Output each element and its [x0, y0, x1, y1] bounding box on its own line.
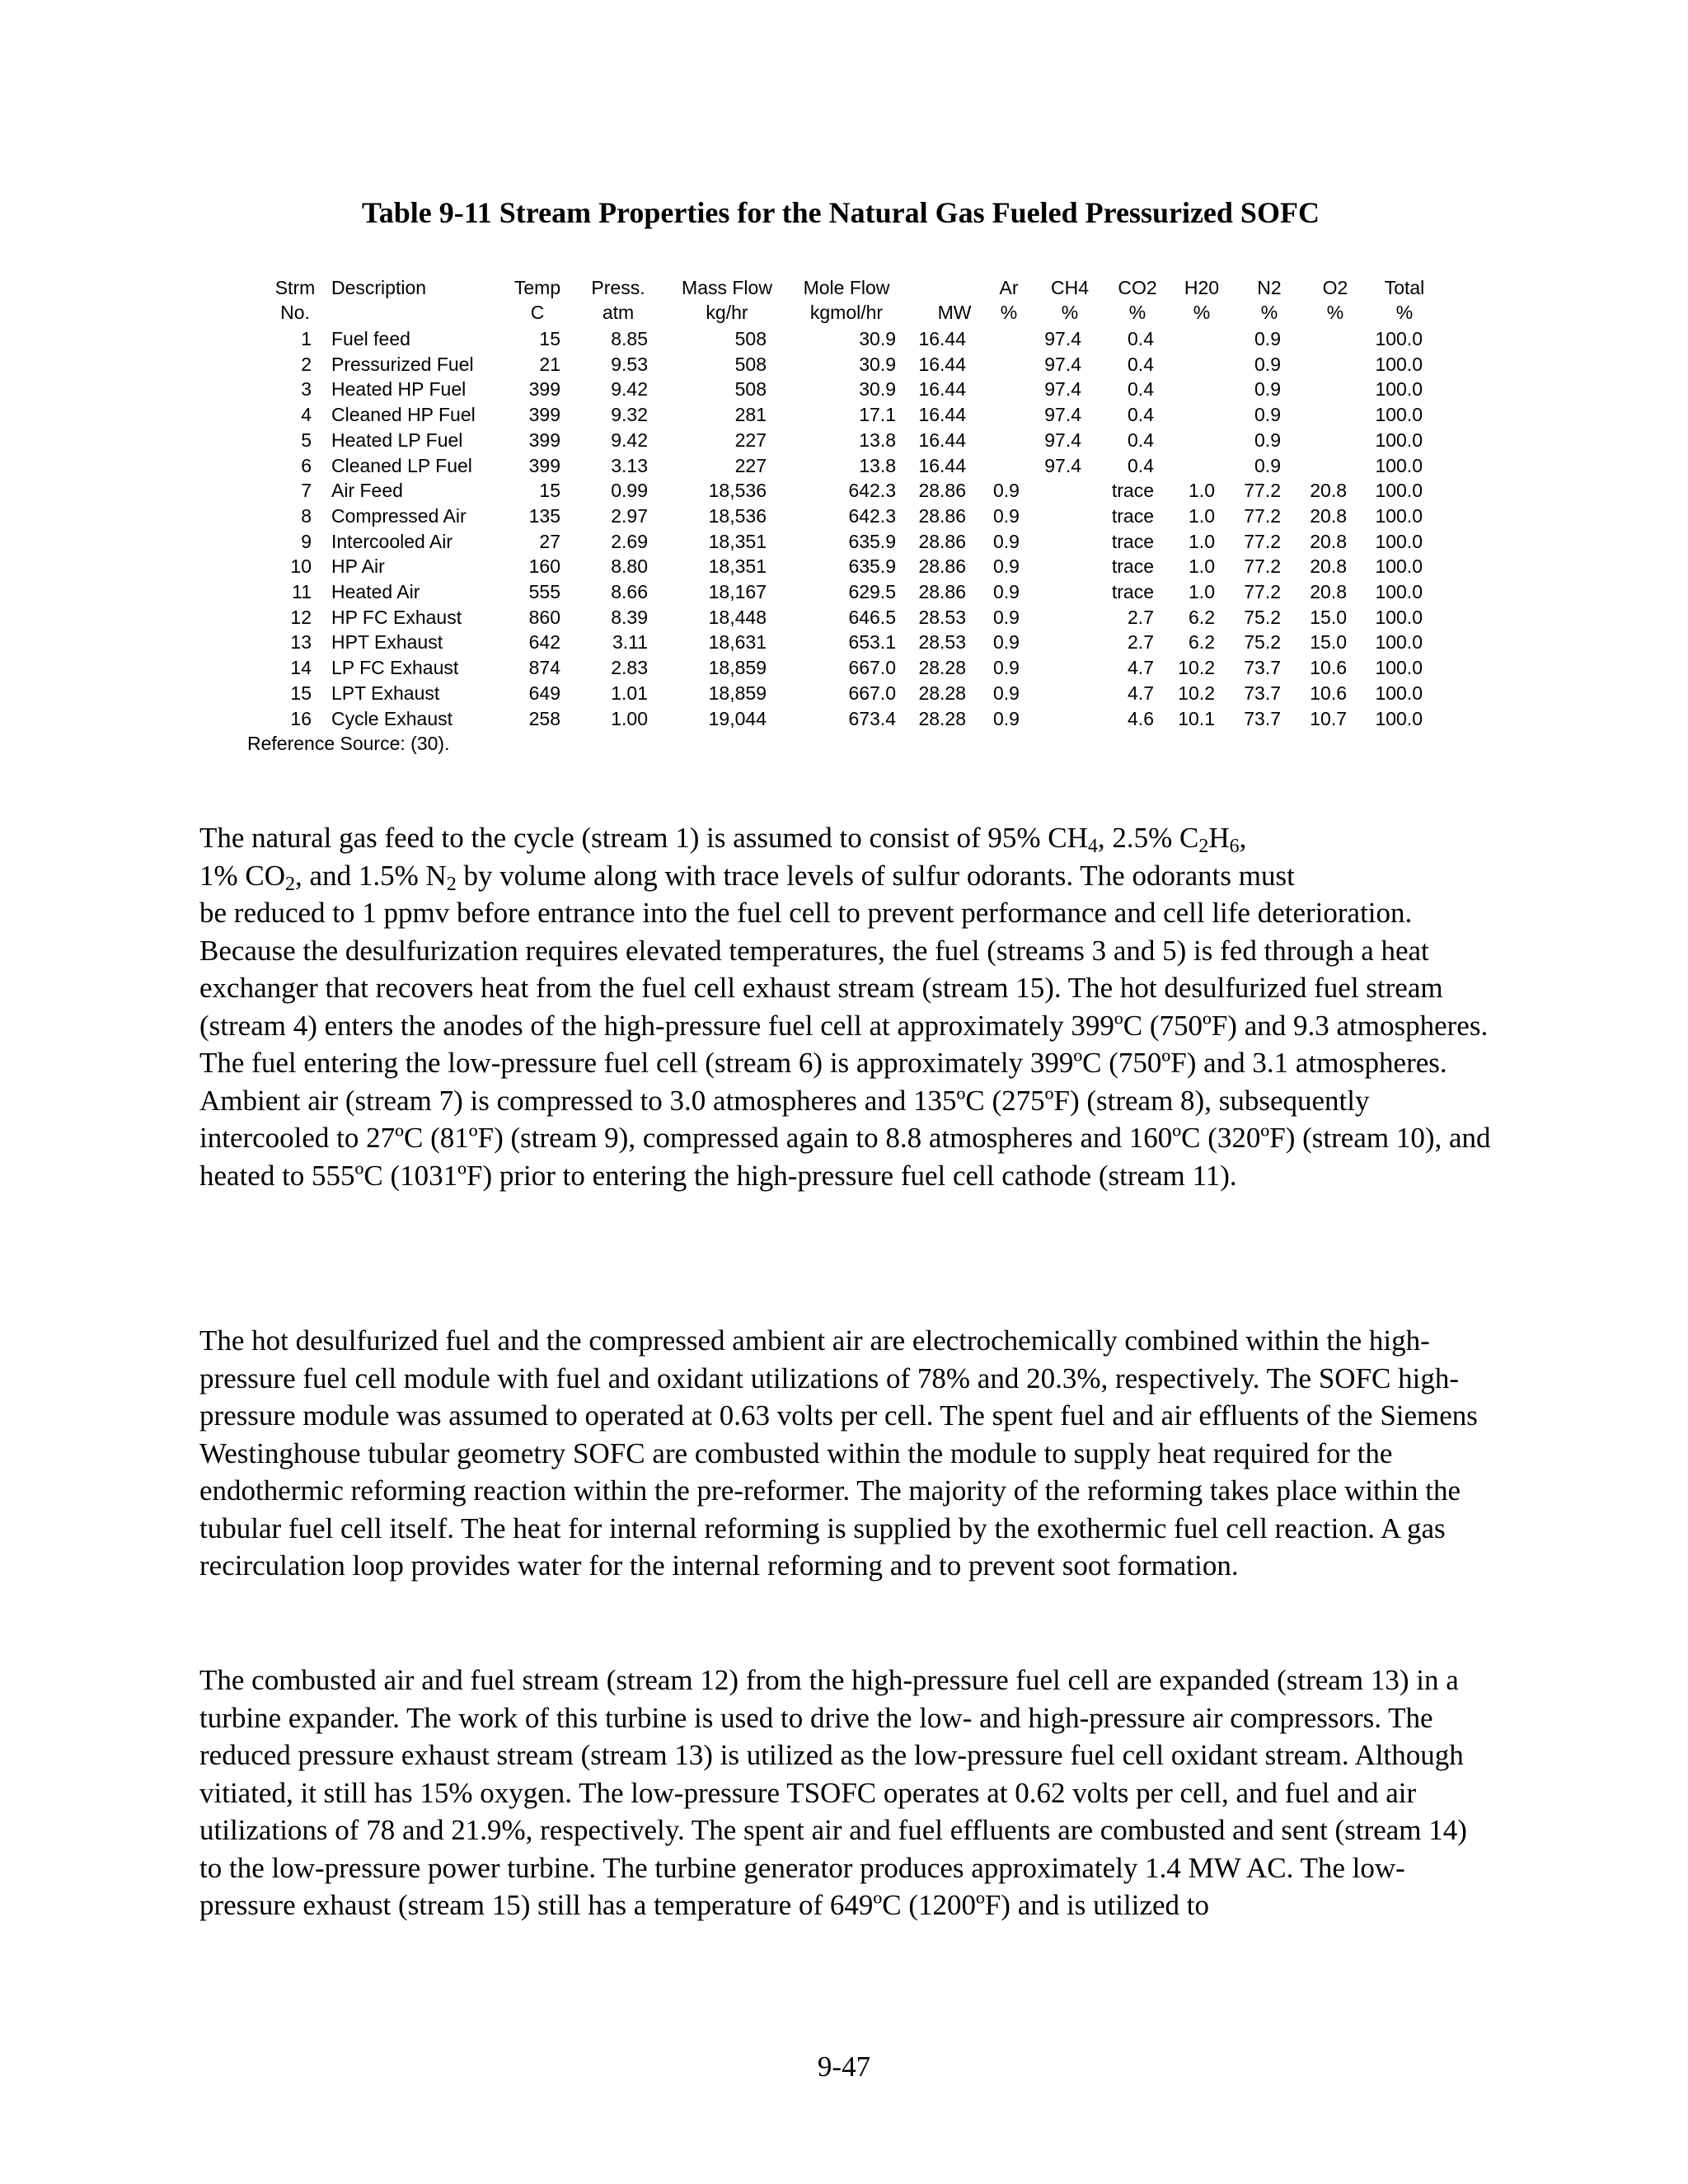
table-cell-temp: 399 [528, 404, 560, 426]
table-cell-o2: 10.6 [1310, 682, 1347, 704]
table-cell-description: HP FC Exhaust [331, 606, 462, 628]
table-cell-strm: 15 [290, 682, 312, 704]
table-cell-description: Cleaned HP Fuel [331, 404, 476, 426]
table-cell-press: 9.42 [611, 429, 648, 451]
table-cell-h2o: 10.2 [1178, 657, 1215, 679]
table-cell-n2: 77.2 [1244, 480, 1281, 502]
table-cell-mass-flow: 227 [734, 429, 767, 451]
table-cell-description: Heated Air [331, 581, 420, 602]
table-cell-press: 8.80 [611, 555, 648, 578]
table-cell-o2: 15.0 [1310, 631, 1347, 654]
table-cell-mass-flow: 19,044 [708, 707, 767, 729]
table-cell-description: Fuel feed [331, 328, 410, 349]
table-cell-h2o: 10.2 [1178, 682, 1215, 704]
table-cell-temp: 399 [528, 454, 560, 476]
table-cell-n2: 73.7 [1244, 682, 1281, 704]
table-cell-description: Heated HP Fuel [331, 378, 467, 401]
table-cell-mass-flow: 227 [734, 454, 767, 476]
table-cell-mass-flow: 18,859 [708, 657, 767, 679]
table-cell-strm: 12 [290, 606, 312, 628]
table-cell-mw: 28.86 [918, 480, 966, 502]
header-unit-mole-flow: kgmol/hr [809, 302, 884, 323]
table-cell-n2: 73.7 [1244, 707, 1281, 729]
table-cell-temp: 160 [528, 555, 560, 578]
table-cell-mw: 28.53 [918, 606, 966, 628]
table-title: Table 9-11 Stream Properties for the Natural Gas Fueled Pressurized SOFC [362, 196, 1320, 229]
table-cell-mass-flow: 18,448 [708, 606, 767, 628]
table-cell-mass-flow: 508 [734, 353, 767, 375]
table-cell-total: 100.0 [1375, 530, 1423, 552]
paragraph-2: The hot desulfurized fuel and the compressed ambient air are electrochemically combined within the high-pressure fuel cell module with fuel and oxidant utilizations of 78% and 20.3%, respectively. The SOFC high-pressure module was assumed to operated at 0.63 volts per cell. The spent fuel and air effluents of the Siemens Westinghouse tubular geometry SOFC are combusted within the module to supply heat required for the endothermic reforming reaction within the pre-reformer. The majority of the reforming takes place within the tubular fuel cell itself. The heat for internal reforming is supplied by the exothermic fuel cell reaction. A gas recirculation loop provides water for the internal reforming and to prevent soot formation. [199, 1324, 1478, 1582]
table-cell-o2: 20.8 [1310, 480, 1347, 502]
table-cell-mw: 16.44 [918, 328, 966, 349]
table-cell-press: 8.39 [611, 606, 648, 628]
table-cell-description: Pressurized Fuel [331, 353, 474, 375]
header-description: Description [331, 277, 427, 298]
table-cell-ar: 0.9 [993, 530, 1020, 552]
table-cell-mw: 16.44 [918, 454, 966, 476]
table-cell-co2: 0.4 [1128, 454, 1154, 476]
paragraph-1 [199, 819, 1493, 1194]
table-cell-mw: 28.53 [918, 631, 966, 654]
table-cell-temp: 258 [528, 707, 560, 729]
table-cell-press: 9.53 [611, 353, 648, 375]
table-cell-ch4: 97.4 [1044, 378, 1081, 401]
table-cell-mole-flow: 646.5 [848, 606, 896, 628]
table-cell-h2o: 10.1 [1178, 707, 1215, 729]
header-ch4: CH4 [1050, 277, 1089, 298]
header-h2o: H20 [1184, 277, 1220, 298]
table-cell-mole-flow: 642.3 [848, 480, 896, 502]
header-unit-ar: % [1000, 302, 1018, 323]
header-press: Press. [591, 277, 645, 298]
header-unit-ch4: % [1061, 302, 1079, 323]
table-cell-press: 0.99 [611, 480, 648, 502]
table-cell-mole-flow: 667.0 [848, 682, 896, 704]
header-o2: O2 [1322, 277, 1348, 298]
table-cell-ar: 0.9 [993, 504, 1020, 527]
table-cell-co2: trace [1111, 581, 1154, 602]
table-cell-temp: 15 [539, 480, 560, 502]
table-cell-total: 100.0 [1375, 606, 1423, 628]
table-cell-mole-flow: 635.9 [848, 555, 896, 578]
table-cell-description: Cycle Exhaust [331, 707, 453, 729]
table-cell-h2o: 6.2 [1189, 606, 1215, 628]
table-cell-mole-flow: 30.9 [859, 353, 896, 375]
table-cell-total: 100.0 [1375, 657, 1423, 679]
table-cell-strm: 5 [301, 429, 312, 451]
table-cell-co2: trace [1111, 555, 1154, 578]
paragraph-1-line-2: 1% $CO_2$, and 1.5% $N_2$ by volume along with trace levels of sulfur odorants. The odorants must [199, 859, 1295, 895]
table-cell-strm: 13 [290, 631, 312, 654]
table-cell-temp: 399 [528, 429, 560, 451]
table-cell-mass-flow: 508 [734, 328, 767, 349]
table-cell-temp: 21 [539, 353, 560, 375]
table-cell-strm: 10 [290, 555, 312, 578]
table-cell-total: 100.0 [1375, 353, 1423, 375]
page-number: 9-47 [817, 2050, 871, 2083]
table-cell-o2: 20.8 [1310, 530, 1347, 552]
stream-properties-table [0, 0, 1688, 758]
table-cell-co2: 0.4 [1128, 378, 1154, 401]
table-cell-mw: 16.44 [918, 353, 966, 375]
header-unit-mw: MW [937, 302, 972, 323]
table-cell-co2: 4.6 [1128, 707, 1154, 729]
table-cell-strm: 3 [301, 378, 312, 401]
table-cell-total: 100.0 [1375, 707, 1423, 729]
table-cell-total: 100.0 [1375, 404, 1423, 426]
table-cell-temp: 15 [539, 328, 560, 349]
table-cell-press: 3.11 [612, 631, 648, 654]
table-cell-mass-flow: 18,536 [708, 504, 767, 527]
table-cell-ar: 0.9 [993, 631, 1020, 654]
table-cell-co2: 2.7 [1128, 631, 1154, 654]
table-cell-ch4: 97.4 [1044, 404, 1081, 426]
table-cell-strm: 9 [301, 530, 312, 552]
header-unit-total: % [1395, 302, 1414, 323]
table-cell-h2o: 1.0 [1189, 530, 1215, 552]
table-cell-mw: 28.86 [918, 504, 966, 527]
table-cell-h2o: 1.0 [1189, 555, 1215, 578]
table-cell-temp: 642 [528, 631, 560, 654]
table-cell-strm: 11 [292, 581, 312, 602]
table-cell-ch4: 97.4 [1044, 429, 1081, 451]
table-cell-mass-flow: 18,859 [708, 682, 767, 704]
table-cell-strm: 14 [290, 657, 312, 679]
table-cell-temp: 649 [528, 682, 560, 704]
table-cell-press: 2.69 [611, 530, 648, 552]
table-cell-temp: 860 [528, 606, 560, 628]
table-cell-mw: 28.86 [918, 555, 966, 578]
table-cell-mole-flow: 13.8 [859, 454, 896, 476]
table-cell-mass-flow: 18,631 [708, 631, 767, 654]
table-cell-strm: 4 [301, 404, 312, 426]
table-cell-mw: 28.86 [918, 530, 966, 552]
table-cell-total: 100.0 [1375, 581, 1423, 602]
paragraph-3: The combusted air and fuel stream (stream 12) from the high-pressure fuel cell are expanded (stream 13) in a turbine expander. The work of this turbine is used to drive the low- and high-pressure air compressors. The reduced pressure exhaust stream (stream 13) is utilized as the low-pressure fuel cell oxidant stream. Although vitiated, it still has 15% oxygen. The low-pressure TSOFC operates at 0.62 volts per cell, and fuel and air utilizations of 78 and 21.9%, respectively. The spent air and fuel effluents are combusted and sent (stream 14) to the low-pressure power turbine. The turbine generator produces approximately 1.4 MW AC. The low-pressure exhaust (stream 15) still has a temperature of 649ºC (1200ºF) and is utilized to [199, 1664, 1467, 1921]
table-cell-co2: 0.4 [1128, 429, 1154, 451]
table-cell-mole-flow: 13.8 [859, 429, 896, 451]
paragraph-1-rest: be reduced to 1 ppmv before entrance into the fuel cell to prevent performance and cell life deterioration. Because the desulfurization requires elevated temperatures, the fuel (streams 3 and 5) is fed through a heat exchanger that recovers heat from the fuel cell exhaust stream (stream 15). The hot desulfurized fuel stream (stream 4) enters the anodes of the high-pressure fuel cell at approximately 399ºC (750ºF) and 9.3 atmospheres. The fuel entering the low-pressure fuel cell (stream 6) is approximately 399ºC (750ºF) and 3.1 atmospheres. Ambient air (stream 7) is compressed to 3.0 atmospheres and 135ºC (275ºF) (stream 8), subsequently intercooled to 27ºC (81ºF) (stream 9), compressed again to 8.8 atmospheres and 160ºC (320ºF) (stream 10), and heated to 555ºC (1031ºF) prior to entering the high-pressure fuel cell cathode (stream 11). [199, 897, 1491, 1192]
table-cell-o2: 15.0 [1310, 606, 1347, 628]
table-cell-press: 3.13 [611, 454, 648, 476]
table-cell-strm: 2 [301, 353, 312, 375]
table-cell-h2o: 1.0 [1189, 504, 1215, 527]
table-cell-total: 100.0 [1375, 378, 1423, 401]
table-cell-description: LP FC Exhaust [331, 657, 459, 679]
table-cell-press: 1.01 [611, 682, 648, 704]
table-cell-mass-flow: 18,167 [708, 581, 767, 602]
table-cell-mole-flow: 30.9 [859, 328, 896, 349]
table-cell-mw: 28.28 [918, 657, 966, 679]
table-cell-temp: 399 [528, 378, 560, 401]
table-cell-ar: 0.9 [993, 657, 1020, 679]
table-cell-mole-flow: 667.0 [848, 657, 896, 679]
table-cell-description: HP Air [331, 555, 385, 578]
table-cell-temp: 135 [528, 504, 560, 527]
paragraph-1-line-1: The natural gas feed to the cycle (stream 1) is assumed to consist of 95% $CH_4$, 2.5% $C_2H_6$, [199, 822, 1247, 857]
table-cell-description: Heated LP Fuel [331, 429, 463, 451]
table-cell-co2: trace [1111, 480, 1154, 502]
table-cell-description: Compressed Air [331, 504, 467, 527]
table-cell-press: 2.97 [611, 504, 648, 527]
table-cell-mw: 28.28 [918, 707, 966, 729]
table-cell-o2: 10.7 [1310, 707, 1347, 729]
table-cell-mass-flow: 18,351 [708, 555, 767, 578]
header-unit-strm: No. [280, 302, 310, 323]
table-cell-press: 2.83 [611, 657, 648, 679]
table-cell-n2: 0.9 [1254, 429, 1281, 451]
table-cell-ar: 0.9 [993, 707, 1020, 729]
table-cell-o2: 20.8 [1310, 504, 1347, 527]
table-cell-ch4: 97.4 [1044, 353, 1081, 375]
table-cell-h2o: 1.0 [1189, 581, 1215, 602]
header-mass-flow: Mass Flow [682, 277, 772, 298]
reference-source: Reference Source: (30). [247, 733, 450, 754]
table-cell-n2: 75.2 [1244, 631, 1281, 654]
table-cell-temp: 874 [528, 657, 560, 679]
table-cell-strm: 6 [301, 454, 312, 476]
table-cell-mass-flow: 281 [734, 404, 767, 426]
table-cell-mole-flow: 17.1 [859, 404, 896, 426]
table-cell-mw: 28.28 [918, 682, 966, 704]
header-co2: CO2 [1118, 277, 1157, 298]
table-cell-n2: 0.9 [1254, 328, 1281, 349]
header-unit-press: atm [602, 302, 635, 323]
table-cell-mole-flow: 653.1 [848, 631, 896, 654]
table-cell-mass-flow: 18,351 [708, 530, 767, 552]
table-cell-co2: trace [1111, 530, 1154, 552]
table-cell-description: Intercooled Air [331, 530, 453, 552]
table-cell-mole-flow: 629.5 [848, 581, 896, 602]
table-cell-co2: 4.7 [1128, 682, 1154, 704]
table-cell-ar: 0.9 [993, 480, 1020, 502]
table-cell-h2o: 6.2 [1189, 631, 1215, 654]
header-mole-flow: Mole Flow [803, 277, 890, 298]
table-cell-description: LPT Exhaust [331, 682, 440, 704]
table-cell-temp: 27 [539, 530, 560, 552]
table-cell-h2o: 1.0 [1189, 480, 1215, 502]
table-cell-press: 9.32 [611, 404, 648, 426]
table-cell-co2: 0.4 [1128, 353, 1154, 375]
table-cell-mole-flow: 642.3 [848, 504, 896, 527]
table-cell-total: 100.0 [1375, 504, 1423, 527]
header-temp: Temp [513, 277, 561, 298]
table-cell-total: 100.0 [1375, 682, 1423, 704]
header-unit-co2: % [1128, 302, 1146, 323]
header-unit-h2o: % [1193, 302, 1211, 323]
table-cell-press: 1.00 [611, 707, 648, 729]
table-cell-o2: 20.8 [1310, 581, 1347, 602]
table-cell-mass-flow: 18,536 [708, 480, 767, 502]
table-cell-description: Cleaned LP Fuel [331, 454, 472, 476]
header-unit-mass-flow: kg/hr [706, 302, 748, 323]
table-cell-ar: 0.9 [993, 555, 1020, 578]
header-n2: N2 [1257, 277, 1282, 298]
table-cell-ch4: 97.4 [1044, 328, 1081, 349]
header-unit-temp: C [530, 302, 545, 323]
table-cell-n2: 77.2 [1244, 504, 1281, 527]
table-cell-mw: 16.44 [918, 378, 966, 401]
table-cell-ar: 0.9 [993, 606, 1020, 628]
table-cell-total: 100.0 [1375, 555, 1423, 578]
table-cell-co2: 2.7 [1128, 606, 1154, 628]
table-cell-n2: 0.9 [1254, 378, 1281, 401]
header-unit-o2: % [1326, 302, 1344, 323]
table-cell-n2: 77.2 [1244, 530, 1281, 552]
table-cell-co2: trace [1111, 504, 1154, 527]
table-cell-mass-flow: 508 [734, 378, 767, 401]
table-cell-total: 100.0 [1375, 328, 1423, 349]
header-total: Total [1384, 277, 1425, 298]
table-cell-o2: 10.6 [1310, 657, 1347, 679]
table-cell-ch4: 97.4 [1044, 454, 1081, 476]
table-cell-o2: 20.8 [1310, 555, 1347, 578]
table-cell-press: 8.66 [611, 581, 648, 602]
table-cell-co2: 4.7 [1128, 657, 1154, 679]
table-cell-description: Air Feed [331, 480, 403, 502]
table-cell-mw: 28.86 [918, 581, 966, 602]
table-cell-strm: 8 [301, 504, 312, 527]
table-cell-temp: 555 [528, 581, 560, 602]
table-cell-co2: 0.4 [1128, 404, 1154, 426]
table-cell-total: 100.0 [1375, 454, 1423, 476]
header-unit-n2: % [1260, 302, 1278, 323]
table-cell-description: HPT Exhaust [331, 631, 443, 654]
table-cell-mole-flow: 30.9 [859, 378, 896, 401]
header-strm: Strm [274, 277, 316, 298]
table-cell-n2: 0.9 [1254, 353, 1281, 375]
table-cell-n2: 73.7 [1244, 657, 1281, 679]
table-cell-strm: 1 [301, 328, 312, 349]
table-cell-ar: 0.9 [993, 581, 1020, 602]
table-cell-mole-flow: 673.4 [848, 707, 896, 729]
table-cell-n2: 77.2 [1244, 581, 1281, 602]
table-cell-press: 8.85 [611, 328, 648, 349]
table-cell-n2: 0.9 [1254, 404, 1281, 426]
table-cell-n2: 77.2 [1244, 555, 1281, 578]
table-cell-total: 100.0 [1375, 631, 1423, 654]
table-cell-mole-flow: 635.9 [848, 530, 896, 552]
table-cell-strm: 7 [301, 480, 312, 502]
table-cell-total: 100.0 [1375, 429, 1423, 451]
table-cell-co2: 0.4 [1128, 328, 1154, 349]
table-cell-ar: 0.9 [993, 682, 1020, 704]
table-cell-n2: 0.9 [1254, 454, 1281, 476]
table-cell-strm: 16 [290, 707, 312, 729]
table-cell-mw: 16.44 [918, 404, 966, 426]
table-cell-mw: 16.44 [918, 429, 966, 451]
table-cell-total: 100.0 [1375, 480, 1423, 502]
table-cell-n2: 75.2 [1244, 606, 1281, 628]
header-ar: Ar [999, 277, 1019, 298]
table-cell-press: 9.42 [611, 378, 648, 401]
